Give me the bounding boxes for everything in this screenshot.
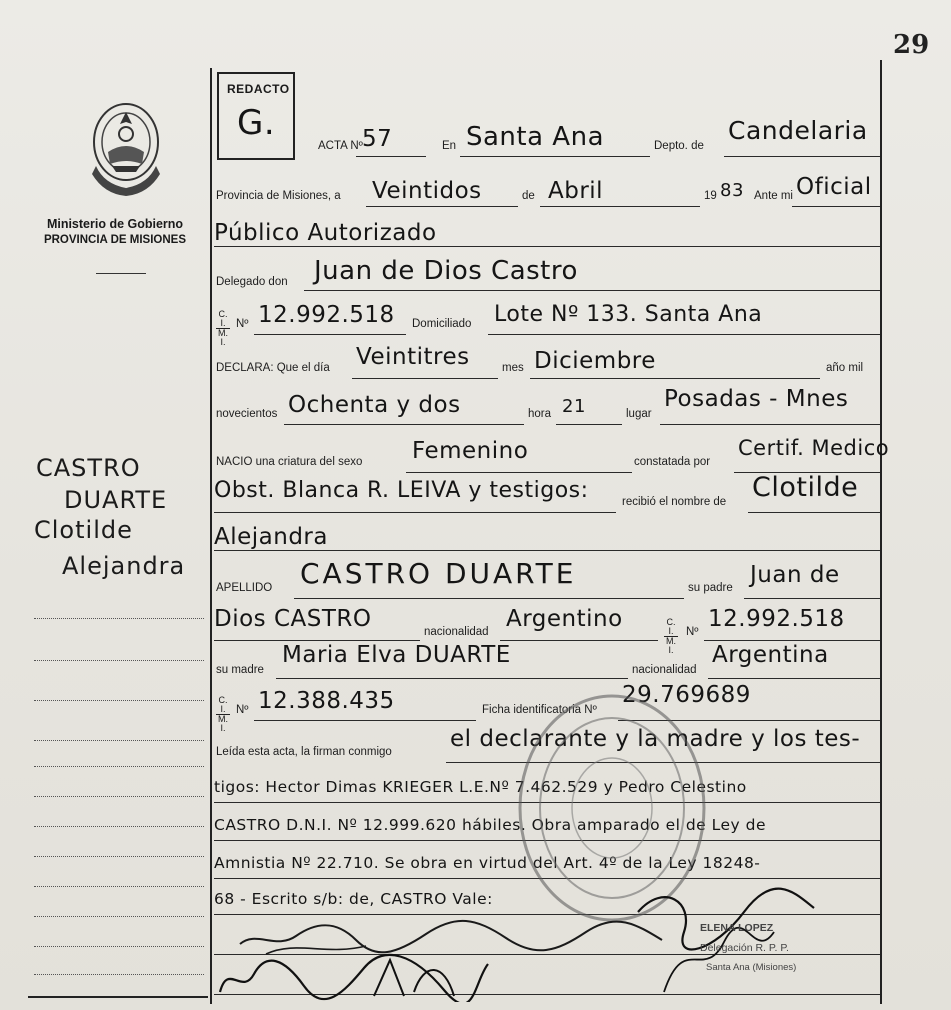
official-line-1: Oficial — [796, 174, 872, 200]
su-madre-label: su madre — [216, 664, 264, 676]
address-value: Lote Nº 133. Santa Ana — [494, 302, 763, 327]
margin-line — [34, 916, 204, 917]
header-divider — [96, 273, 146, 274]
su-padre-label: su padre — [688, 582, 733, 594]
field-line — [214, 246, 880, 247]
certified-by-2: Obst. Blanca R. LEIVA y testigos: — [214, 478, 589, 503]
declara-label: DECLARA: Que el día — [216, 362, 330, 374]
field-line — [460, 156, 650, 157]
margin-line — [34, 700, 204, 701]
birth-month: Diciembre — [534, 348, 656, 374]
father-id: 12.992.518 — [708, 606, 845, 632]
margin-given-2: Alejandra — [62, 552, 186, 580]
field-line — [704, 640, 880, 641]
day-value: Veintidos — [372, 178, 482, 204]
field-line — [748, 512, 880, 513]
margin-line — [34, 618, 204, 619]
field-line — [744, 598, 880, 599]
recibio-label: recibió el nombre de — [622, 496, 727, 508]
birth-year-words: Ochenta y dos — [288, 392, 461, 418]
redacto-label: REDACTO — [227, 82, 290, 96]
mi-label: M. I. — [218, 328, 228, 347]
field-line — [294, 598, 684, 599]
constatada-label: constatada por — [634, 456, 711, 468]
delegate-id: 12.992.518 — [258, 302, 395, 328]
text-line-2: CASTRO D.N.I. Nº 12.999.620 hábiles. Obra amparado el de Ley de — [214, 816, 767, 834]
delegado-label: Delegado don — [216, 276, 288, 288]
field-line — [540, 206, 700, 207]
year-prefix: 19 — [704, 190, 717, 202]
ci-mi-fraction — [664, 618, 678, 655]
margin-given-1: Clotilde — [34, 516, 133, 544]
provincia-label: Provincia de Misiones, a — [216, 190, 341, 202]
margin-line — [34, 856, 204, 857]
de-label: de — [522, 190, 535, 202]
mother-nationality: Argentina — [712, 642, 829, 668]
margin-line — [34, 660, 204, 661]
certified-by-1: Certif. Medico — [738, 436, 890, 460]
page-number: 29 — [893, 30, 930, 60]
clerk-stamp-place: Santa Ana (Misiones) — [706, 962, 797, 973]
father-nationality: Argentino — [506, 606, 623, 632]
margin-line — [34, 826, 204, 827]
margin-line — [34, 946, 204, 947]
father-nationality-label: nacionalidad — [424, 626, 489, 638]
father-line-2: Dios CASTRO — [214, 606, 372, 632]
field-line — [406, 472, 632, 473]
margin-bottom-rule — [28, 996, 208, 998]
father-line-1: Juan de — [750, 562, 840, 588]
margin-surname-2: DUARTE — [64, 486, 168, 514]
hora-label: hora — [528, 408, 552, 420]
field-line — [352, 378, 498, 379]
province-seal-icon — [88, 100, 164, 198]
field-line — [254, 334, 406, 335]
no-label: Nº — [236, 704, 249, 716]
given-name-2: Alejandra — [214, 524, 328, 550]
field-line — [214, 550, 880, 551]
birth-place: Posadas - Mnes — [664, 386, 849, 412]
mi-label: M. I. — [666, 636, 676, 655]
clerk-stamp-name: ELENA LOPEZ — [700, 922, 774, 934]
margin-line — [34, 886, 204, 887]
leida-label: Leída esta acta, la firman conmigo — [216, 746, 392, 758]
text-line-1: tigos: Hector Dimas KRIEGER L.E.Nº 7.462.529 y Pedro Celestino — [214, 778, 747, 796]
official-line-2: Público Autorizado — [214, 220, 437, 246]
ci-label: C. I. — [666, 617, 676, 636]
field-line — [254, 720, 476, 721]
text-line-4: 68 - Escrito s/b: de, CASTRO Vale: — [214, 890, 493, 908]
redacto-box — [217, 72, 295, 160]
ministry-header — [30, 216, 200, 248]
ci-label: C. I. — [218, 695, 228, 714]
field-line — [304, 290, 880, 291]
signers-value: el declarante y la madre y los tes- — [450, 726, 861, 752]
mes-label: mes — [502, 362, 524, 374]
ci-mi-fraction — [216, 696, 230, 733]
en-label: En — [442, 140, 457, 152]
sex-value: Femenino — [412, 438, 529, 464]
domiciliado-label: Domiciliado — [412, 318, 472, 330]
margin-line — [34, 974, 204, 975]
ministry-name: Ministerio de Gobierno — [46, 217, 184, 231]
clerk-stamp-office: Delegación R. P. P. — [700, 942, 789, 954]
lugar-label: lugar — [626, 408, 652, 420]
margin-line — [34, 740, 204, 741]
ficha-value: 29.769689 — [622, 682, 751, 708]
field-line — [214, 512, 616, 513]
field-line — [724, 156, 880, 157]
given-name-1: Clotilde — [752, 472, 859, 503]
ci-mi-fraction — [216, 310, 230, 347]
field-line — [660, 424, 880, 425]
place-value: Santa Ana — [466, 122, 605, 152]
field-line — [214, 640, 420, 641]
acta-number-label: ACTA Nº — [318, 140, 363, 152]
field-line — [708, 678, 880, 679]
ci-label: C. I. — [218, 309, 228, 328]
form-left-border — [210, 68, 212, 1004]
form-right-border — [880, 60, 882, 1004]
field-line — [488, 334, 880, 335]
field-line — [500, 640, 658, 641]
field-line — [276, 678, 628, 679]
margin-line — [34, 766, 204, 767]
redacto-initial: G. — [237, 103, 276, 143]
signature-official-icon — [624, 872, 824, 1002]
delegate-name: Juan de Dios Castro — [314, 256, 578, 286]
mother-id: 12.388.435 — [258, 688, 395, 714]
ficha-label: Ficha identificatoria Nº — [482, 704, 597, 716]
field-line — [792, 206, 880, 207]
ante-mi-label: Ante mi — [754, 190, 793, 202]
birth-day: Veintitres — [356, 344, 470, 370]
text-line-3: Amnistia Nº 22.710. Se obra en virtud del Art. 4º de la Ley 18248- — [214, 854, 761, 872]
signature-witness-icon — [214, 952, 494, 1002]
margin-line — [34, 796, 204, 797]
birth-hour: 21 — [562, 396, 586, 417]
no-label: Nº — [686, 626, 699, 638]
month-value: Abril — [548, 178, 604, 204]
mi-label: M. I. — [218, 714, 228, 733]
apellido-label: APELLIDO — [216, 582, 273, 594]
mother-nationality-label: nacionalidad — [632, 664, 697, 676]
novecientos-label: novecientos — [216, 408, 278, 420]
margin-surname-1: CASTRO — [36, 454, 141, 482]
nacio-label: NACIO una criatura del sexo — [216, 456, 363, 468]
field-line — [356, 156, 426, 157]
no-label: Nº — [236, 318, 249, 330]
ano-mil-label: año mil — [826, 362, 864, 374]
acta-number: 57 — [362, 126, 393, 152]
field-line — [530, 378, 820, 379]
province-name: PROVINCIA DE MISIONES — [43, 234, 187, 246]
department-label: Depto. de — [654, 140, 704, 152]
field-line — [366, 206, 518, 207]
department-value: Candelaria — [728, 116, 868, 145]
field-line — [284, 424, 524, 425]
year-suffix: 83 — [720, 180, 744, 201]
field-line — [556, 424, 622, 425]
mother-name: Maria Elva DUARTE — [282, 642, 511, 668]
surname-value: CASTRO DUARTE — [300, 557, 577, 590]
